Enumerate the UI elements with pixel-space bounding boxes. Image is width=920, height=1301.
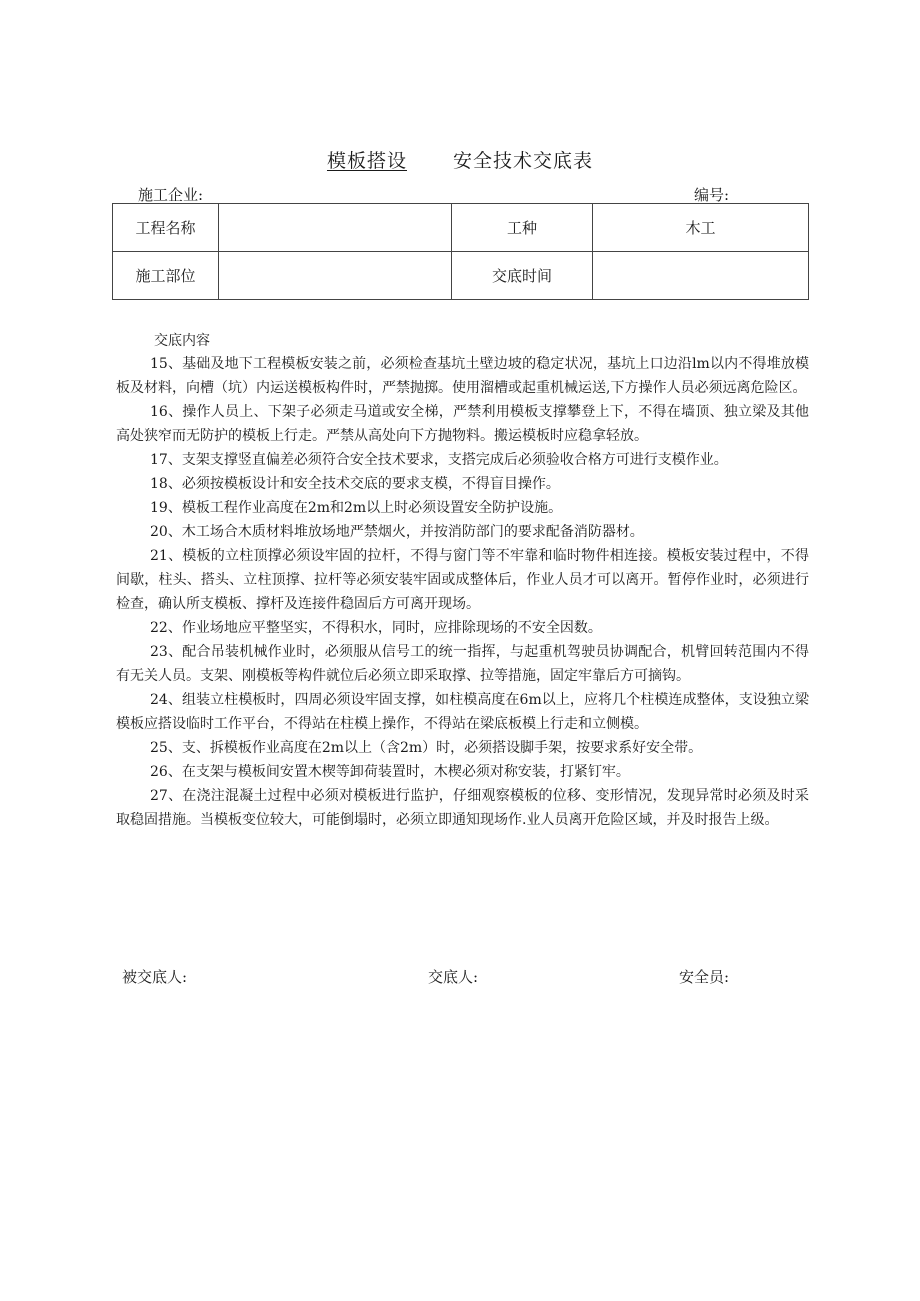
info-row-location	[113, 252, 809, 300]
content-paragraph: 25、支、拆模板作业高度在2m以上（含2m）时，必须搭设脚手架，按要求系好安全带。	[150, 740, 703, 756]
content-paragraph: 21、模板的立柱顶撑必须设牢固的拉杆，不得与窗门等不牢靠和临时物件相连接。模板安装过程中，不得间歇，柱头、搭头、立柱顶撑、拉杆等必须安装牢固或成整体后，作业人员才可以离开。暂停作业时，必须进行检查，确认所支模板、撑杆及连接件稳固后方可离开现场。	[116, 548, 809, 612]
title-form-name: 安全技术交底表	[453, 150, 594, 172]
receiver-signature-label: 被交底人:	[122, 968, 188, 986]
content-paragraph: 17、支架支撑竖直偏差必须符合安全技术要求，支搭完成后必须验收合格方可进行支模作业。	[150, 452, 728, 468]
content-paragraph: 15、基础及地下工程模板安装之前，必须检查基坑土壁边坡的稳定状况，基坑上口边沿lm以内不得堆放模板及材料，向槽（坑）内运送模板构件时，严禁抛掷。使用溜槽或起重机械运送,下方操作人员必须远离危险区。	[116, 356, 809, 396]
project-name-label: 工程名称	[113, 204, 219, 252]
presenter-signature-label: 交底人:	[428, 968, 479, 986]
trade-label: 工种	[452, 204, 593, 252]
serial-number-label: 编号:	[694, 186, 730, 204]
info-table	[112, 203, 809, 300]
content-paragraph: 26、在支架与模板间安置木楔等卸荷装置时，木楔必须对称安装，打紧钉牢。	[150, 764, 630, 780]
enterprise-label: 施工企业:	[138, 186, 204, 204]
content-paragraph: 18、必须按模板设计和安全技术交底的要求支模，不得盲目操作。	[150, 476, 560, 492]
content-paragraph: 27、在浇注混凝土过程中必须对模板进行监护，仔细观察模板的位移、变形情况，发现异常时必须及时采取稳固措施。当模板变位较大，可能倒塌时，必须立即通知现场作.业人员离开危险区域，并及时报告上级。	[116, 788, 809, 828]
project-name-value	[219, 204, 452, 252]
content-paragraph: 19、模板工程作业高度在2m和2m以上时必须设置安全防护设施。	[150, 500, 563, 516]
content-paragraph: 23、配合吊装机械作业时，必须服从信号工的统一指挥，与起重机驾驶员协调配合，机臂回转范围内不得有无关人员。支架、刚模板等构件就位后必须立即采取撑、拉等措施，固定牢靠后方可摘钩。	[116, 644, 809, 684]
location-value	[219, 252, 452, 300]
safety-officer-signature-label: 安全员:	[679, 968, 730, 986]
location-label: 施工部位	[113, 252, 219, 300]
time-label: 交底时间	[452, 252, 593, 300]
content-paragraph: 22、作业场地应平整坚实，不得积水，同时，应排除现场的不安全因数。	[150, 620, 602, 636]
content-body	[116, 352, 809, 832]
content-paragraph: 20、木工场合木质材料堆放场地严禁烟火，并按消防部门的要求配备消防器材。	[150, 524, 644, 540]
content-paragraph: 24、组装立柱模板时，四周必须设牢固支撑，如柱模高度在6m以上，应将几个柱模连成整体，支设独立梁模板应搭设临时工作平台，不得站在柱模上操作，不得站在梁底板模上行走和立侧模。	[116, 692, 809, 732]
title-task: 模板搭设	[326, 150, 407, 172]
content-paragraph: 16、操作人员上、下架子必须走马道或安全梯，严禁利用模板支撑攀登上下，不得在墙顶、独立梁及其他高处狭窄而无防护的模板上行走。严禁从高处向下方抛物料。搬运模板时应稳拿轻放。	[116, 404, 809, 444]
content-heading: 交底内容	[154, 333, 210, 349]
time-value	[593, 252, 809, 300]
trade-value: 木工	[593, 204, 809, 252]
info-row-project	[113, 204, 809, 252]
page-title	[0, 146, 920, 173]
